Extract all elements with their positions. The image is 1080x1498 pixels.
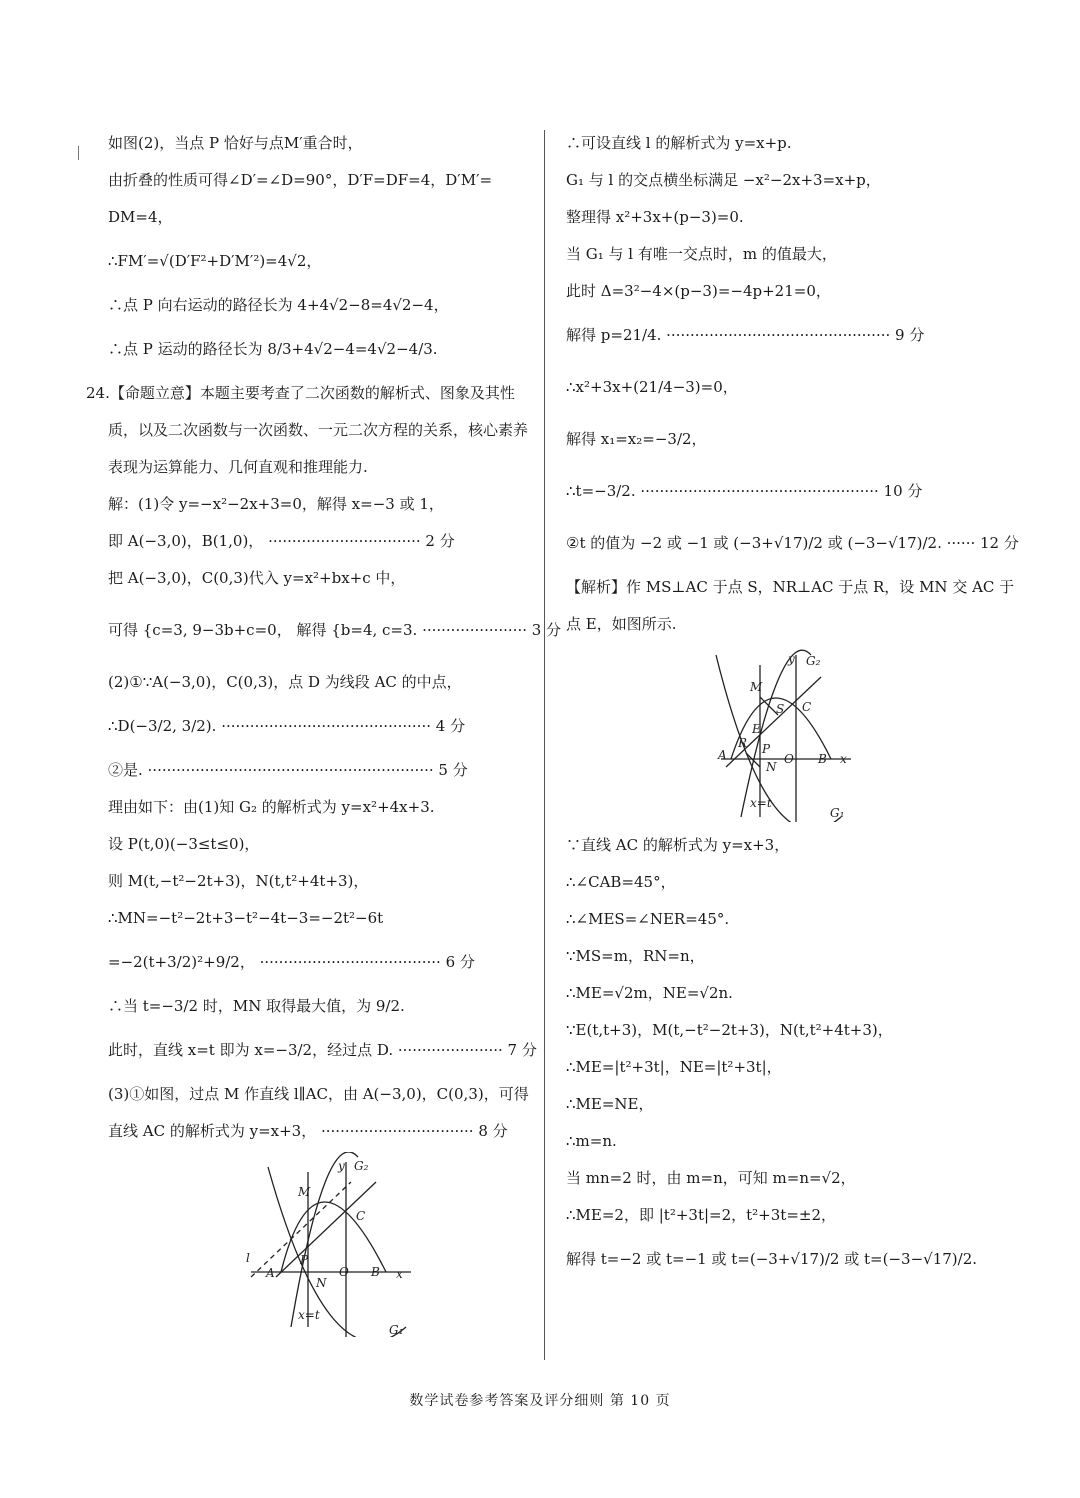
label-o: O: [339, 1265, 349, 1279]
label-c: C: [356, 1209, 366, 1223]
analysis-heading: 【解析】作 MS⊥AC 于点 S，NR⊥AC 于点 R，设 MN 交 AC 于: [566, 578, 1015, 596]
page-footer: 数学试卷参考答案及评分细则 第 10 页: [409, 1393, 671, 1409]
scored-line: 直线 AC 的解析式为 y=x+3， ································ 8 分: [108, 1122, 508, 1140]
label-x-eq-t: x=t: [750, 796, 772, 810]
text-line: ∵E(t,t+3)，M(t,−t²−2t+3)，N(t,t²+4t+3)，: [566, 1021, 893, 1039]
label-c: C: [802, 700, 812, 714]
curve-g1: [268, 1167, 406, 1337]
text-line: (3)①如图，过点 M 作直线 l∥AC，由 A(−3,0)，C(0,3)，可得: [108, 1085, 529, 1103]
text-line: ∴ME=|t²+3t|，NE=|t²+3t|，: [566, 1058, 782, 1076]
label-n: N: [766, 760, 777, 774]
scored-line: ∴t=−3/2. ·················································· 10 分: [566, 482, 923, 500]
text-line: 如图(2)，当点 P 恰好与点M′重合时，: [108, 134, 363, 152]
text-line: 点 E，如图所示.: [566, 615, 677, 633]
label-x-eq-t: x=t: [298, 1308, 320, 1322]
text-line: 理由如下：由(1)知 G₂ 的解析式为 y=x²+4x+3.: [108, 798, 435, 816]
scored-line: ∴D(−3/2, 3/2). ············································ 4 分: [108, 717, 466, 735]
text-line: ∴MN=−t²−2t+3−t²−4t−3=−2t²−6t: [108, 909, 384, 927]
text-line: ∴ME=√2m，NE=√2n.: [566, 984, 733, 1002]
text-line: ∴x²+3x+(21/4−3)=0，: [566, 378, 738, 396]
text-line: 此时 Δ=3²−4×(p−3)=−4p+21=0，: [566, 282, 831, 300]
text-line: ∴m=n.: [566, 1132, 617, 1150]
text-line: 解得 x₁=x₂=−3/2，: [566, 430, 707, 448]
text-line: 解得 t=−2 或 t=−1 或 t=(−3+√17)/2 或 t=(−3−√17)/2.: [566, 1250, 978, 1268]
text-line: DM=4，: [108, 208, 173, 226]
label-g2: G₂: [806, 654, 821, 668]
label-y: y: [338, 1159, 345, 1173]
text-line: 当 mn=2 时，由 m=n，可知 m=n=√2，: [566, 1169, 856, 1187]
text-line: ∴点 P 向右运动的路径长为 4+4√2−8=4√2−4，: [108, 296, 449, 314]
scored-line: 此时，直线 x=t 即为 x=−3/2，经过点 D. ······················ 7 分: [108, 1041, 537, 1059]
label-g1: G₁: [389, 1323, 404, 1337]
text-line: 表现为运算能力、几何直观和推理能力.: [108, 458, 368, 476]
text-line: 当 G₁ 与 l 有唯一交点时，m 的值最大，: [566, 245, 837, 263]
right-column: [566, 118, 1019, 1270]
curve-g2: [291, 1152, 358, 1327]
column-divider: [544, 130, 545, 1360]
label-s: S: [776, 702, 785, 716]
text-line: ∴ME=2，即 |t²+3t|=2，t²+3t=±2，: [566, 1206, 836, 1224]
parabola-figure-1: [86, 1152, 536, 1337]
label-l: l: [246, 1251, 250, 1265]
scored-line: 解得 p=21/4. ··············································· 9 分: [566, 326, 925, 344]
text-line: ∴点 P 运动的路径长为 8/3+4√2−4=4√2−4/3.: [108, 340, 438, 358]
text-line: 设 P(t,0)(−3≤t≤0)，: [108, 835, 260, 853]
label-n: N: [316, 1276, 327, 1290]
label-p: P: [762, 742, 771, 756]
scored-line: ②是. ···························································· 5 分: [108, 761, 468, 779]
text-line: ∴当 t=−3/2 时，MN 取得最大值，为 9/2.: [108, 997, 405, 1015]
text-line: ∵MS=m，RN=n，: [566, 947, 705, 965]
scored-line: ②t 的值为 −2 或 −1 或 (−3+√17)/2 或 (−3−√17)/2. ······ 12 分: [566, 534, 1019, 552]
text-line: ∴∠CAB=45°，: [566, 873, 676, 891]
text-line: ∴ME=NE，: [566, 1095, 654, 1113]
label-y: y: [788, 652, 795, 666]
label-e: E: [752, 722, 761, 736]
text-line: ∴FM′=√(D′F²+D′M′²)=4√2，: [108, 252, 322, 270]
margin-mark: [78, 146, 79, 160]
text-line: 则 M(t,−t²−2t+3)，N(t,t²+4t+3)，: [108, 872, 369, 890]
label-a: A: [266, 1266, 275, 1280]
text-line: (2)①∵A(−3,0)，C(0,3)，点 D 为线段 AC 的中点，: [108, 673, 462, 691]
parabola-figure-2: [566, 647, 1006, 822]
text-line: 质，以及二次函数与一次函数、一元二次方程的关系，核心素养: [108, 421, 529, 439]
label-p: P: [300, 1253, 309, 1267]
label-x: x: [396, 1267, 403, 1281]
label-b: B: [818, 752, 827, 766]
label-a: A: [718, 748, 727, 762]
label-r: R: [738, 736, 748, 750]
scored-line: =−2(t+3/2)²+9/2， ······································ 6 分: [108, 953, 475, 971]
text-line: 解：(1)令 y=−x²−2x+3=0，解得 x=−3 或 1，: [108, 495, 444, 513]
label-x: x: [840, 752, 847, 766]
text-line: ∴可设直线 l 的解析式为 y=x+p.: [566, 134, 792, 152]
text-line: 把 A(−3,0)，C(0,3)代入 y=x²+bx+c 中，: [108, 569, 406, 587]
label-g1: G₁: [830, 806, 845, 820]
scored-line: 即 A(−3,0)，B(1,0)， ································ 2 分: [108, 532, 455, 550]
left-column: [86, 118, 562, 1337]
label-m: M: [298, 1185, 311, 1199]
label-g2: G₂: [354, 1159, 369, 1173]
label-m: M: [750, 680, 763, 694]
text-line: 整理得 x²+3x+(p−3)=0.: [566, 208, 744, 226]
text-line: ∵直线 AC 的解析式为 y=x+3，: [566, 836, 790, 854]
label-o: O: [784, 752, 794, 766]
scored-line: 可得 {c=3, 9−3b+c=0， 解得 {b=4, c=3. ······················ 3 分: [108, 621, 562, 639]
text-line: 由折叠的性质可得∠D′=∠D=90°，D′F=DF=4，D′M′=: [108, 171, 493, 189]
label-b: B: [371, 1265, 380, 1279]
question-24-heading: 24.【命题立意】本题主要考查了二次函数的解析式、图象及其性: [86, 384, 515, 402]
text-line: ∴∠MES=∠NER=45°.: [566, 910, 730, 928]
curve-mid: [281, 1202, 386, 1272]
text-line: G₁ 与 l 的交点横坐标满足 −x²−2x+3=x+p，: [566, 171, 881, 189]
